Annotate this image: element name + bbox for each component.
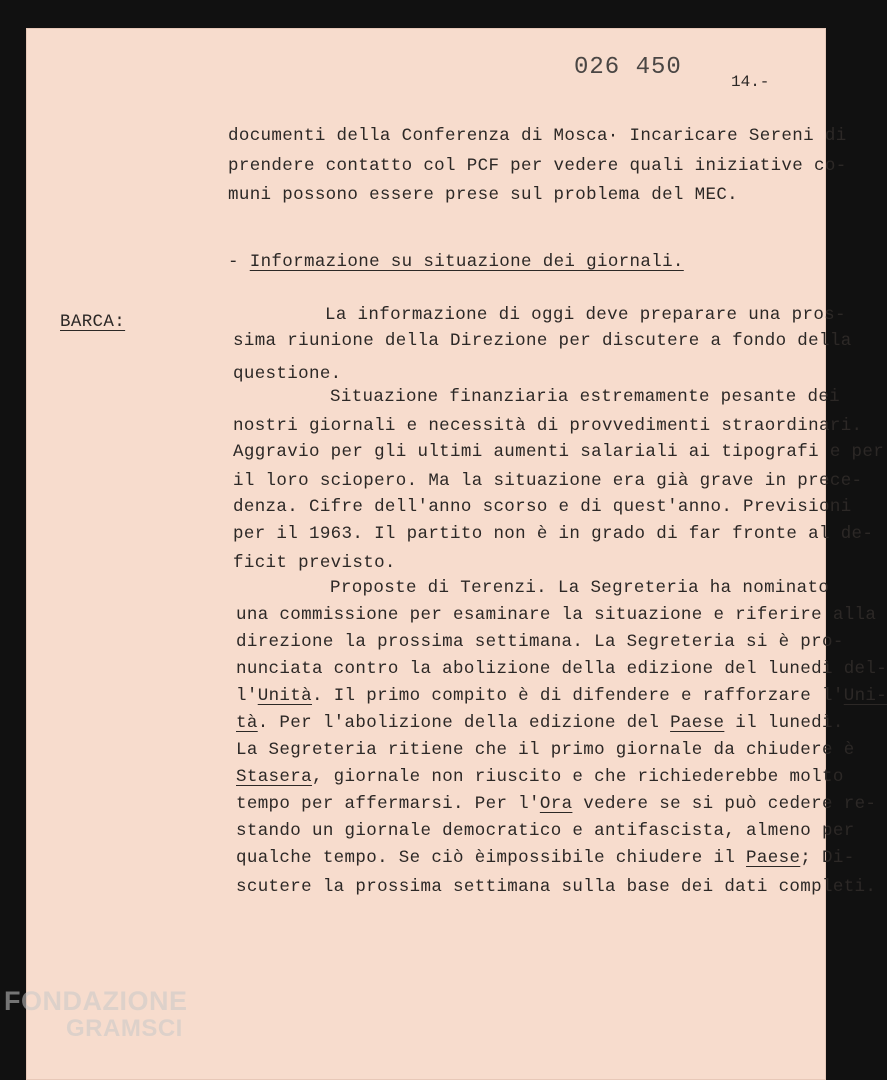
text-line: documenti della Conferenza di Mosca· Incaricare Sereni di bbox=[228, 126, 847, 146]
speaker-label: BARCA: bbox=[60, 312, 126, 332]
text-span: . Per l'abolizione della edizione del bbox=[257, 713, 671, 733]
newspaper-name-unita: Uni- bbox=[843, 686, 887, 706]
section-heading bbox=[228, 252, 684, 272]
fondazione-gramsci-watermark bbox=[4, 988, 188, 1041]
text-line: per il 1963. Il partito non è in grado di far fronte al de- bbox=[233, 524, 874, 544]
text-line: prendere contatto col PCF per vedere quali iniziative co- bbox=[228, 156, 847, 176]
text-line: sima riunione della Direzione per discutere a fondo della bbox=[233, 331, 852, 351]
watermark-line: FONDAZIONE bbox=[4, 986, 188, 1016]
text-line bbox=[236, 767, 844, 787]
text-line: nostri giornali e necessità di provvedimenti straordinari. bbox=[233, 416, 863, 436]
text-line: La Segreteria ritiene che il primo giornale da chiudere è bbox=[236, 740, 855, 760]
archive-stamp-number: 026 450 bbox=[574, 54, 682, 81]
text-span: vedere se si può cedere re- bbox=[572, 794, 877, 814]
text-line bbox=[236, 686, 887, 706]
text-line: Proposte di Terenzi. La Segreteria ha nominato bbox=[330, 578, 830, 598]
text-line: ficit previsto. bbox=[233, 553, 396, 573]
text-line bbox=[236, 848, 855, 868]
newspaper-name-stasera: Stasera bbox=[236, 767, 312, 787]
newspaper-name-ora: Ora bbox=[539, 794, 573, 814]
text-span: l' bbox=[236, 686, 258, 706]
text-line: una commissione per esaminare la situazione e riferire alla bbox=[236, 605, 877, 625]
text-line: Situazione finanziaria estremamente pesante dei bbox=[330, 387, 841, 407]
text-line: nunciata contro la abolizione della edizione del lunedì del- bbox=[236, 659, 887, 679]
heading-text: Informazione su situazione dei giornali. bbox=[249, 252, 684, 272]
text-span: ; Di- bbox=[800, 848, 855, 868]
text-line: stando un giornale democratico e antifascista, almeno per bbox=[236, 821, 855, 841]
text-line: denza. Cifre dell'anno scorso e di quest'anno. Previsioni bbox=[233, 497, 852, 517]
text-line: muni possono essere prese sul problema del MEC. bbox=[228, 185, 739, 205]
text-span: , giornale non riuscito e che richiederebbe molto bbox=[311, 767, 844, 787]
text-line: il loro sciopero. Ma la situazione era già grave in prece- bbox=[233, 471, 863, 491]
text-line bbox=[236, 794, 876, 814]
text-line: La informazione di oggi deve preparare una pros- bbox=[325, 305, 846, 325]
watermark-line: GRAMSCI bbox=[66, 1015, 183, 1042]
newspaper-name-paese: Paese bbox=[670, 713, 725, 733]
text-line bbox=[236, 713, 844, 733]
page-number: 14.- bbox=[731, 73, 770, 91]
text-line: scutere la prossima settimana sulla base dei dati completi. bbox=[236, 877, 877, 897]
text-span: . Il primo compito è di difendere e rafforzare l' bbox=[311, 686, 844, 706]
text-line: direzione la prossima settimana. La Segreteria si è pro- bbox=[236, 632, 844, 652]
newspaper-name-unita: tà bbox=[236, 713, 258, 733]
text-span: qualche tempo. Se ciò èimpossibile chiudere il bbox=[236, 848, 747, 868]
text-span: tempo per affermarsi. Per l' bbox=[236, 794, 540, 814]
newspaper-name-paese: Paese bbox=[746, 848, 801, 868]
text-line: Aggravio per gli ultimi aumenti salariali ai tipografi e per bbox=[233, 442, 885, 462]
text-span: il lunedì. bbox=[724, 713, 844, 733]
heading-dash: - bbox=[228, 252, 250, 272]
newspaper-name-unita: Unità bbox=[257, 686, 312, 706]
text-line: questione. bbox=[233, 364, 342, 384]
